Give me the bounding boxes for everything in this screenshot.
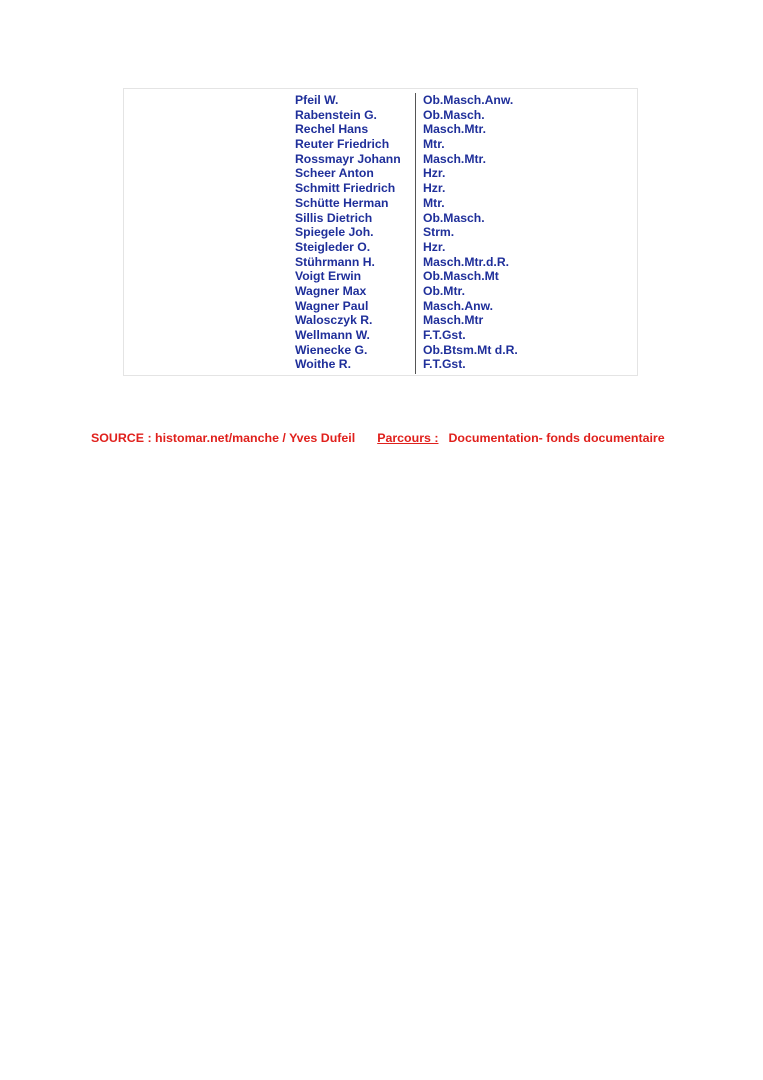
source-line [91, 430, 665, 446]
crew-name: Rechel Hans [295, 122, 369, 137]
crew-name: Schütte Herman [295, 195, 389, 210]
table-row [295, 166, 595, 181]
crew-name: Sillis Dietrich [295, 210, 373, 225]
table-row [295, 181, 595, 196]
table-row [295, 196, 595, 211]
crew-rank: Hzr. [423, 166, 446, 181]
table-row [295, 93, 595, 108]
crew-name: Woithe R. [295, 357, 351, 372]
crew-name: Walosczyk R. [295, 313, 373, 328]
crew-name: Wellmann W. [295, 328, 370, 342]
crew-rank: Masch.Mtr [423, 313, 484, 328]
crew-name: Steigleder O. [295, 239, 371, 254]
crew-rank: Ob.Masch. [423, 210, 485, 225]
source-credit: SOURCE : histomar.net/manche / Yves Dufeil [91, 431, 356, 445]
table-row [295, 137, 595, 152]
crew-rank: Ob.Btsm.Mt d.R. [423, 342, 518, 357]
table-row [295, 299, 595, 314]
crew-name: Rabenstein G. [295, 107, 377, 122]
parcours-link[interactable]: Parcours : [377, 431, 439, 445]
crew-name: Wagner Max [295, 283, 367, 298]
crew-rank: Ob.Masch.Mt [423, 269, 499, 284]
crew-name: Reuter Friedrich [295, 137, 390, 152]
table-row [295, 122, 595, 137]
crew-rank: Masch.Mtr.d.R. [423, 254, 510, 269]
crew-rank: Hzr. [423, 181, 446, 196]
table-row [295, 357, 595, 372]
table-row [295, 211, 595, 226]
crew-name: Rossmayr Johann [295, 151, 401, 166]
table-row [295, 108, 595, 123]
crew-rank: Ob.Masch.Anw. [423, 93, 514, 107]
crew-name: Wienecke G. [295, 342, 368, 357]
crew-rank: Masch.Mtr. [423, 122, 486, 137]
table-row [295, 284, 595, 299]
crew-rank: Mtr. [423, 137, 445, 152]
crew-rank: Hzr. [423, 239, 446, 254]
table-row [295, 255, 595, 270]
crew-name: Stührmann H. [295, 254, 375, 269]
table-row [295, 328, 595, 343]
crew-rank: Masch.Anw. [423, 298, 493, 313]
crew-table [295, 93, 595, 372]
table-row [295, 225, 595, 240]
crew-name: Pfeil W. [295, 93, 339, 107]
crew-rank: F.T.Gst. [423, 357, 466, 372]
crew-rank: F.T.Gst. [423, 328, 466, 342]
crew-rank: Strm. [423, 225, 455, 240]
table-row [295, 240, 595, 255]
crew-rank: Ob.Masch. [423, 107, 485, 122]
crew-name: Scheer Anton [295, 166, 374, 181]
crew-name: Schmitt Friedrich [295, 181, 396, 196]
crew-name: Spiegele Joh. [295, 225, 374, 240]
source-section: Documentation- fonds documentaire [448, 431, 665, 445]
table-row [295, 269, 595, 284]
crew-name: Wagner Paul [295, 298, 369, 313]
crew-rank: Mtr. [423, 195, 445, 210]
crew-rank: Ob.Mtr. [423, 283, 465, 298]
crew-rank: Masch.Mtr. [423, 151, 486, 166]
table-row [295, 343, 595, 358]
table-row [295, 313, 595, 328]
table-row [295, 152, 595, 167]
crew-name: Voigt Erwin [295, 269, 362, 284]
